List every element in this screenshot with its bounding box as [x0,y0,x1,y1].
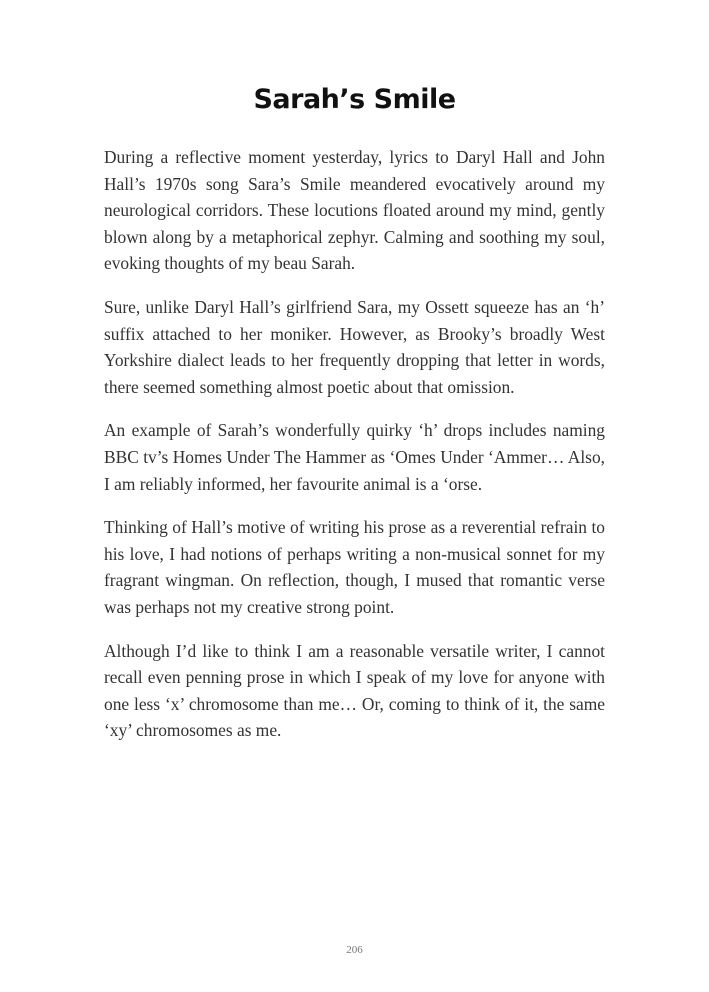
paragraph-1: During a reflective moment yesterday, lyrics to Daryl Hall and John Hall’s 1970s song Sara’s Smile meandered evocatively around my neurological corridors. These locutions floated around my mind, gently blown along by a metaphorical zephyr. Calming and soothing my soul, evoking thoughts of my beau Sarah. [104,147,605,274]
page-title: Sarah’s Smile [253,84,456,115]
body-text [104,144,605,761]
paragraph-4: Thinking of Hall’s motive of writing his prose as a reverential refrain to his love, I had notions of perhaps writing a non-musical sonnet for my fragrant wingman. On reflection, though, I mused that romantic verse was perhaps not my creative strong point. [104,517,605,617]
paragraph-5: Although I’d like to think I am a reasonable versatile writer, I cannot recall even penning prose in which I speak of my love for anyone with one less ‘x’ chromosome than me… Or, coming to think of it, the same ‘xy’ chromosomes as me. [104,640,605,741]
page-number: 206 [346,944,363,956]
paragraph-3: An example of Sarah’s wonderfully quirky ‘h’ drops includes naming BBC tv’s Homes Under The Hammer as ‘Omes Under ‘Ammer… Also, I am reliably informed, her favourite animal is a ‘orse. [104,420,605,494]
paragraph-2: Sure, unlike Daryl Hall’s girlfriend Sara, my Ossett squeeze has an ‘h’ suffix attached to her moniker. However, as Brooky’s broadly West Yorkshire dialect leads to her frequently dropping that letter in words, there seemed something almost poetic about that omission. [104,296,605,397]
